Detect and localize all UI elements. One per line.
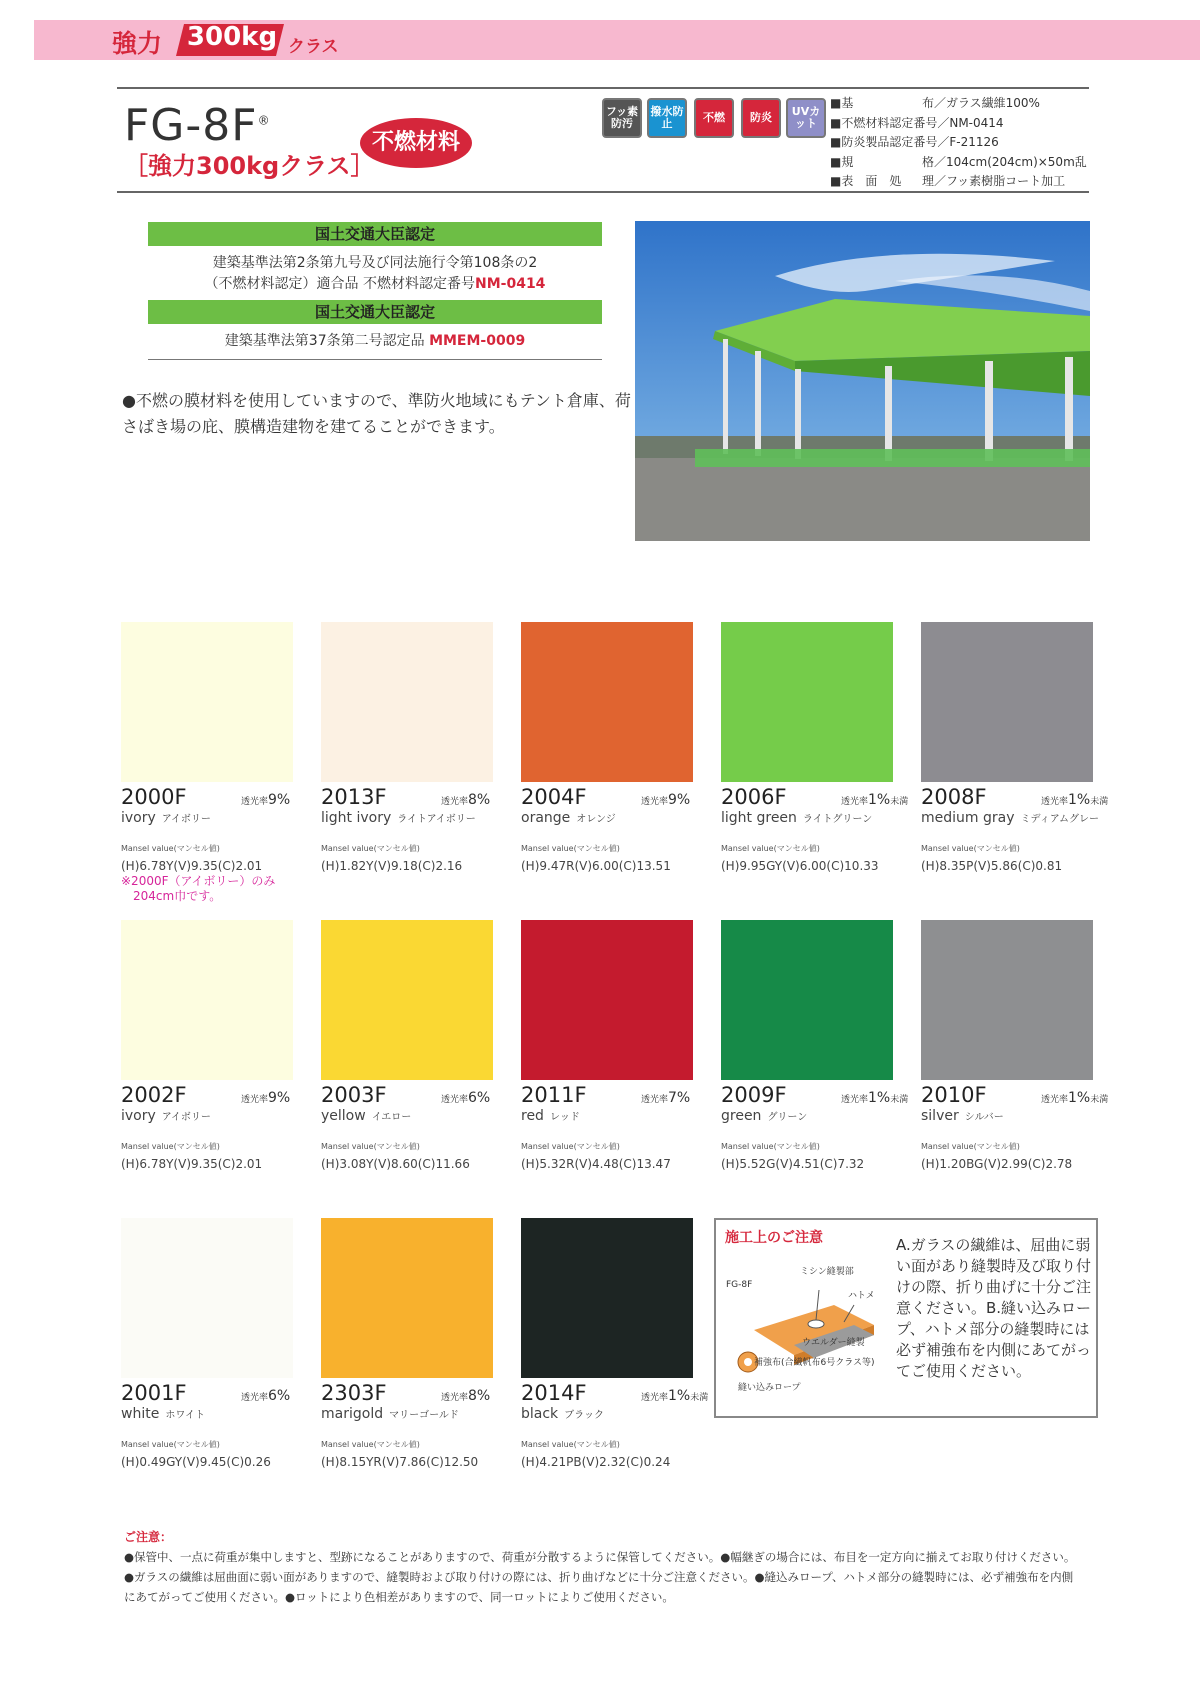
transmittance — [641, 1090, 690, 1106]
color-code: 2010F — [921, 1083, 987, 1107]
transmittance-value: 1% — [668, 1388, 691, 1404]
color-name-en: silver — [921, 1108, 959, 1124]
cert-title-2: 国土交通大臣認定 — [148, 300, 602, 324]
transmittance-value: 9% — [268, 1090, 291, 1106]
transmittance-suffix: 未満 — [890, 1095, 909, 1105]
transmittance-value: 9% — [668, 792, 691, 808]
spec-list — [830, 94, 1087, 192]
transmittance — [441, 1090, 490, 1106]
transmittance-suffix: 未満 — [1090, 797, 1109, 807]
feature-bullet: ●不燃の膜材料を使用していますので、準防火地域にもテント倉庫、荷さばき場の庇、膜構造建物を建てることができます。 — [122, 391, 631, 436]
transmittance — [1041, 792, 1108, 808]
color-name-jp: アイボリー — [161, 814, 211, 825]
spec-row — [830, 172, 1087, 192]
transmittance-suffix: 未満 — [690, 1393, 709, 1403]
note-2000f-line: 204cm巾です。 — [133, 889, 222, 903]
notes — [124, 1527, 1104, 1607]
color-code: 2003F — [321, 1083, 387, 1107]
note-2000f — [121, 874, 275, 904]
notes-line: にあてがってご使用ください。●ロットにより色相差がありますので、同一ロットによりご使用ください。 — [124, 1590, 674, 1604]
transmittance-label: 透光率 — [841, 797, 869, 807]
color-code: 2014F — [521, 1381, 587, 1405]
mansel-value: (H)6.78Y(V)9.35(C)2.01 — [121, 859, 263, 873]
color-name — [121, 1108, 211, 1124]
mansel-label: Mansel value(マンセル値) — [321, 844, 420, 853]
transmittance-value: 1% — [868, 792, 891, 808]
color-name-jp: イエロー — [371, 1112, 412, 1123]
spec-key: ■不燃材料認定番号 — [830, 115, 938, 130]
model-subtitle: ［強力300kgクラス］ — [124, 152, 375, 180]
color-name — [321, 810, 476, 826]
color-swatch — [321, 1218, 493, 1378]
color-code: 2002F — [121, 1083, 187, 1107]
color-swatch — [321, 622, 493, 782]
spec-row — [830, 133, 1087, 153]
transmittance — [641, 1388, 708, 1404]
banner-strong: 強力 — [112, 29, 163, 58]
transmittance-value: 8% — [468, 792, 491, 808]
spec-key: ■基 — [830, 96, 854, 110]
spec-key: ■表 面 処 — [830, 174, 902, 188]
color-name-jp: ライトアイボリー — [397, 814, 476, 825]
mansel-label: Mansel value(マンセル値) — [521, 1142, 620, 1151]
mansel-value: (H)8.15YR(V)7.86(C)12.50 — [321, 1455, 479, 1469]
color-name-en: light green — [721, 810, 797, 826]
mansel-label: Mansel value(マンセル値) — [721, 1142, 820, 1151]
color-name-jp: ライトグリーン — [802, 814, 873, 825]
notes-line: ●ガラスの繊維は屈曲面に弱い面がありますので、縫製時および取り付けの際には、折り曲げなどに十分ご注意ください。●縫込みロープ、ハトメ部分の縫製時には、必ず補強布を内側 — [124, 1570, 1074, 1584]
mansel-label: Mansel value(マンセル値) — [121, 1440, 220, 1449]
cert-bottom-rule — [148, 359, 602, 360]
color-name — [321, 1406, 459, 1422]
color-swatch — [121, 622, 293, 782]
color-swatch — [721, 622, 893, 782]
color-code: 2303F — [321, 1381, 387, 1405]
mansel-label: Mansel value(マンセル値) — [521, 1440, 620, 1449]
diagram-label-welder: ウエルダー縫製 — [802, 1338, 865, 1348]
mansel-value: (H)9.95GY(V)6.00(C)10.33 — [721, 859, 879, 873]
uv-cut-icon: UVカット — [786, 98, 826, 138]
transmittance-label: 透光率 — [441, 1095, 469, 1105]
transmittance-label: 透光率 — [241, 797, 269, 807]
mansel-label: Mansel value(マンセル値) — [321, 1142, 420, 1151]
transmittance-label: 透光率 — [241, 1393, 269, 1403]
transmittance — [841, 792, 908, 808]
transmittance-label: 透光率 — [641, 1393, 669, 1403]
color-swatch — [521, 622, 693, 782]
color-name — [521, 1108, 580, 1124]
color-swatch — [521, 1218, 693, 1378]
transmittance-label: 透光率 — [841, 1095, 869, 1105]
color-swatch — [321, 920, 493, 1080]
transmittance — [241, 1090, 290, 1106]
transmittance-value: 1% — [1068, 792, 1091, 808]
transmittance-label: 透光率 — [1041, 1095, 1069, 1105]
diagram-label-model: FG-8F — [726, 1280, 753, 1290]
note-2000f-line: ※2000F（アイボリー）のみ — [121, 874, 276, 888]
funen-icon: 不燃 — [694, 98, 734, 138]
color-name — [921, 1108, 1004, 1124]
color-swatch — [921, 920, 1093, 1080]
transmittance-label: 透光率 — [641, 1095, 669, 1105]
transmittance-label: 透光率 — [641, 797, 669, 807]
diagram-label-sewing: ミシン縫製部 — [800, 1267, 854, 1277]
mansel-value: (H)0.49GY(V)9.45(C)0.26 — [121, 1455, 271, 1469]
color-name — [521, 810, 616, 826]
mansel-value: (H)5.52G(V)4.51(C)7.32 — [721, 1157, 865, 1171]
fusso-boushi-icon: フッ素防汚 — [602, 98, 642, 138]
color-name-en: orange — [521, 810, 571, 826]
tessui-boushi-icon: 撥水防止 — [647, 98, 687, 138]
color-name-jp: レッド — [549, 1112, 580, 1123]
mansel-value: (H)1.20BG(V)2.99(C)2.78 — [921, 1157, 1073, 1171]
transmittance — [841, 1090, 908, 1106]
color-swatch — [721, 920, 893, 1080]
color-code: 2009F — [721, 1083, 787, 1107]
color-code: 2006F — [721, 785, 787, 809]
color-code: 2008F — [921, 785, 987, 809]
transmittance-label: 透光率 — [241, 1095, 269, 1105]
mansel-value: (H)4.21PB(V)2.32(C)0.24 — [521, 1455, 671, 1469]
color-name-jp: ミディアムグレー — [1020, 814, 1099, 825]
diagram-label-grommet: ハトメ — [848, 1291, 875, 1301]
spec-row — [830, 153, 1087, 173]
caution-title: 施工上のご注意 — [725, 1230, 823, 1246]
transmittance — [241, 1388, 290, 1404]
spec-value: ／F-21126 — [937, 135, 999, 149]
color-name-jp: オレンジ — [576, 814, 616, 825]
transmittance-value: 6% — [268, 1388, 291, 1404]
mansel-value: (H)3.08Y(V)8.60(C)11.66 — [321, 1157, 470, 1171]
color-swatch — [121, 920, 293, 1080]
spec-value: 布／ガラス繊維100% — [922, 96, 1040, 110]
mansel-label: Mansel value(マンセル値) — [521, 844, 620, 853]
transmittance-value: 8% — [468, 1388, 491, 1404]
transmittance-value: 1% — [1068, 1090, 1091, 1106]
color-swatch — [521, 920, 693, 1080]
spec-value: 理／フッ素樹脂コート加工 — [922, 174, 1066, 188]
cert-title-1: 国土交通大臣認定 — [148, 222, 602, 246]
tent-warehouse-photo — [635, 221, 1090, 541]
mansel-value: (H)6.78Y(V)9.35(C)2.01 — [121, 1157, 263, 1171]
color-name — [921, 810, 1099, 826]
color-swatch — [921, 622, 1093, 782]
transmittance-value: 1% — [868, 1090, 891, 1106]
spec-value: 格／104cm(204cm)×50m乱 — [922, 154, 1087, 169]
color-name-en: ivory — [121, 1108, 156, 1124]
banner-weight: 300kg — [186, 22, 278, 52]
color-code: 2011F — [521, 1083, 587, 1107]
transmittance — [1041, 1090, 1108, 1106]
color-name — [521, 1406, 604, 1422]
transmittance-label: 透光率 — [1041, 797, 1069, 807]
notes-title: ご注意： — [124, 1530, 173, 1544]
transmittance-suffix: 未満 — [890, 797, 909, 807]
caution-box — [714, 1218, 1098, 1418]
color-name-en: green — [721, 1108, 762, 1124]
color-name-jp: アイボリー — [161, 1112, 211, 1123]
color-name-en: light ivory — [321, 810, 392, 826]
mansel-label: Mansel value(マンセル値) — [921, 844, 1020, 853]
color-name — [321, 1108, 411, 1124]
color-name — [121, 810, 211, 826]
mansel-value: (H)5.32R(V)4.48(C)13.47 — [521, 1157, 671, 1171]
color-name-en: red — [521, 1108, 544, 1124]
color-code: 2004F — [521, 785, 587, 809]
diagram-label-reinforce: 補強布(合繊帆布6号クラス等) — [754, 1358, 875, 1368]
color-code: 2000F — [121, 785, 187, 809]
color-name — [721, 1108, 807, 1124]
model-name: FG-8F® — [124, 100, 271, 151]
color-name-jp: ホワイト — [165, 1410, 206, 1421]
mansel-value: (H)8.35P(V)5.86(C)0.81 — [921, 859, 1063, 873]
banner-class: クラス — [288, 37, 339, 57]
transmittance — [441, 792, 490, 808]
color-swatch — [121, 1218, 293, 1378]
mansel-label: Mansel value(マンセル値) — [121, 844, 220, 853]
funen-badge: 不燃材料 — [360, 118, 472, 168]
mansel-label: Mansel value(マンセル値) — [721, 844, 820, 853]
mansel-value: (H)9.47R(V)6.00(C)13.51 — [521, 859, 671, 873]
color-name-en: yellow — [321, 1108, 366, 1124]
spec-row — [830, 114, 1087, 134]
color-name-en: ivory — [121, 810, 156, 826]
mansel-label: Mansel value(マンセル値) — [121, 1142, 220, 1151]
boen-icon: 防炎 — [741, 98, 781, 138]
mansel-label: Mansel value(マンセル値) — [921, 1142, 1020, 1151]
transmittance — [641, 792, 690, 808]
color-name-jp: ブラック — [564, 1410, 604, 1421]
transmittance-label: 透光率 — [441, 797, 469, 807]
color-name — [121, 1406, 205, 1422]
color-code: 2013F — [321, 785, 387, 809]
transmittance-value: 7% — [668, 1090, 691, 1106]
color-name-en: white — [121, 1406, 160, 1422]
color-name-en: medium gray — [921, 810, 1015, 826]
notes-line: ●保管中、一点に荷重が集中しますと、型跡になることがありますので、荷重が分散するように保管してください。●幅継ぎの場合には、布目を一定方向に揃えてお取り付けください。 — [124, 1550, 1076, 1564]
diagram-label-rope: 縫い込みロープ — [738, 1383, 801, 1393]
color-name-en: marigold — [321, 1406, 384, 1422]
spec-key: ■防炎製品認定番号 — [830, 135, 938, 149]
transmittance — [441, 1388, 490, 1404]
color-name — [721, 810, 872, 826]
mansel-label: Mansel value(マンセル値) — [321, 1440, 420, 1449]
mansel-value: (H)1.82Y(V)9.18(C)2.16 — [321, 859, 463, 873]
spec-value: ／NM-0414 — [937, 115, 1004, 130]
color-name-jp: マリーゴールド — [389, 1410, 459, 1421]
cert-line-1: 建築基準法第2条第九号及び同法施行令第108条の2 — [212, 255, 538, 271]
color-name-jp: シルバー — [964, 1112, 1004, 1123]
header-top-rule — [117, 87, 1089, 89]
transmittance-suffix: 未満 — [1090, 1095, 1109, 1105]
cert-line-2: （不燃材料認定）適合品 不燃材料認定番号NM-0414 — [204, 276, 546, 292]
color-code: 2001F — [121, 1381, 187, 1405]
cert-line-3: 建築基準法第37条第二号認定品 MMEM-0009 — [224, 333, 526, 349]
color-name-jp: グリーン — [767, 1112, 808, 1123]
color-name-en: black — [521, 1406, 559, 1422]
transmittance-value: 6% — [468, 1090, 491, 1106]
spec-row — [830, 94, 1087, 114]
spec-key: ■規 — [830, 154, 854, 169]
transmittance — [241, 792, 290, 808]
top-banner — [34, 20, 1200, 60]
caution-text: A.ガラスの繊維は、屈曲に弱い面があり縫製時及び取り付けの際、折り曲げに十分ご注意ください。B.縫い込みロープ、ハトメ部分の縫製時には必ず補強布を内側にあてがってご使用ください。 — [896, 1236, 1092, 1380]
transmittance-value: 9% — [268, 792, 291, 808]
transmittance-label: 透光率 — [441, 1393, 469, 1403]
